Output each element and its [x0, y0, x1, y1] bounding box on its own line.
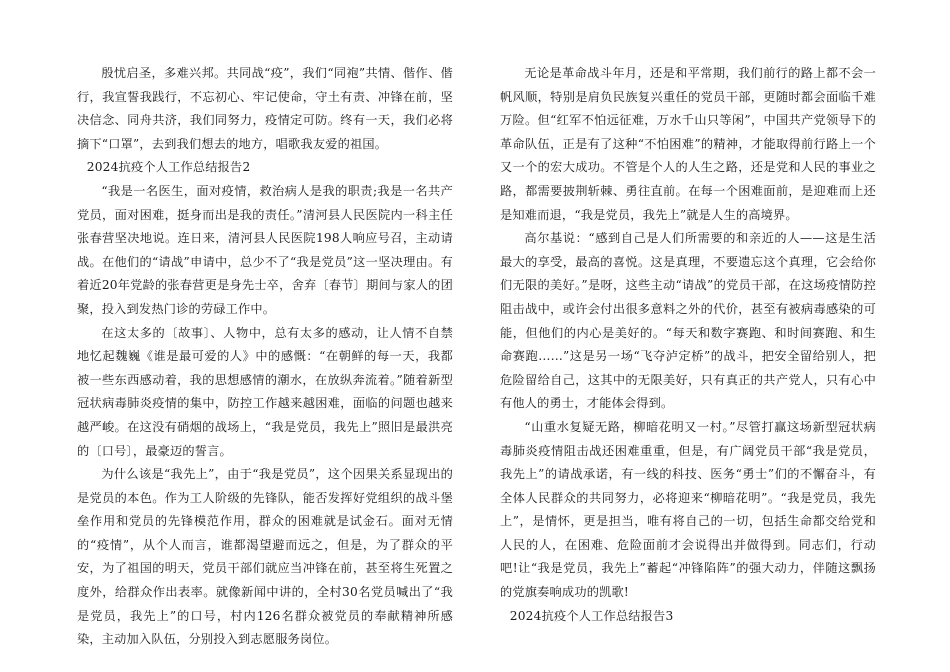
paragraph: 无论是革命战斗年月，还是和平常期，我们前行的路上都不会一帆风顺，特别是肩负民族复兴重任的党员干部，更随时都会面临千难万险。但“红军不怕远征难，万水千山只等闲”，中国共产党领导下的革命队伍，正是有了这种“不怕困难”的精神，才能取得前行路上一个又一个的宏大成功。不管是个人的人生之路，还是党和人民的事业之路，都需要披荆斩棘、勇往直前。在每一个困难面前，是迎难而上还是知难而退，“我是党员，我先上”就是人生的高境界。	[500, 66, 876, 222]
paragraph: 为什么该是“我先上”，由于“我是党员”，这个因果关系显现出的是党员的本色。作为工人阶级的先锋队，能否发挥好党组织的战斗堡垒作用和党员的先锋模范作用，群众的困难就是试金石。面对无情的“疫情”，从个人而言，谁都渴望避而远之，但是，为了群众的平安，为了祖国的明天，党员干部们就应当冲锋在前，甚至将生死置之度外，给群众作出表率。就像新闻中讲的，全村30名党员喊出了“我是党员，我先上”的口号，村内126名群众被党员的奉献精神所感染，主动加入队伍，分别投入到志愿服务岗位。	[77, 467, 453, 647]
paragraph: 在这太多的〔故事〕、人物中，总有太多的感动，让人情不自禁地忆起魏巍《谁是最可爱的人》中的感慨：“在朝鲜的每一天，我都被一些东西感动着，我的思想感情的潮水，在放纵奔流着。”随着新型冠状病毒肺炎疫情的集中，防控工作越来越困难，面临的问题也越来越严峻。在这没有硝烟的战场上，“我是党员，我先上”照旧是最洪亮的〔口号〕，最豪迈的誓言。	[77, 325, 453, 458]
section-heading: 2024抗疫个人工作总结报告2	[86, 160, 251, 175]
left-column	[77, 62, 453, 652]
right-column	[500, 62, 876, 628]
paragraph: 高尔基说：“感到自己是人们所需要的和亲近的人——这是生活最大的享受，最高的喜悦。这是真理，不要遗忘这个真理，它会给你们无限的美好。”是呀，这些主动“请战”的党员干部，在这场疫情防控阻击战中，或许会付出很多意料之外的代价，甚至有被病毒感染的可能，但他们的内心是美好的。“每天和数字赛跑、和时间赛跑、和生命赛跑……”这是另一场“飞夺泸定桥”的战斗，把安全留给别人，把危险留给自己，这其中的无限美好，只有真正的共产党人，只有心中有他人的勇士，才能体会得到。	[500, 231, 876, 411]
paragraph: “我是一名医生，面对疫情，救治病人是我的职责;我是一名共产党员，面对困难，挺身而出是我的责任。”清河县人民医院内一科主任张春营坚决地说。连日来，清河县人民医院198人响应号召，主动请战。在他们的“请战”申请中，总少不了“我是党员”这一坚决理由。有着近20年党龄的张春营更是身先士卒，舍弃〔春节〕期间与家人的团聚，投入到发热门诊的劳碌工作中。	[77, 183, 453, 316]
paragraph: 殷忧启圣，多难兴邦。共同战“疫”，我们“同袍”共情、偕作、偕行，我宣誓我践行，不忘初心、牢记使命，守土有责、冲锋在前，坚决信念、同舟共济，我们同努力，疫情定可防。终有一天，我们必将摘下“口罩”，去到我们想去的地方，唱歌我友爱的祖国。	[77, 66, 453, 151]
section-heading: 2024抗疫个人工作总结报告3	[509, 608, 674, 623]
paragraph: “山重水复疑无路，柳暗花明又一村。”尽管打赢这场新型冠状病毒肺炎疫情阻击战还困难重重，但是，有广阔党员干部“我是党员，我先上”的请战承诺，有一线的科技、医务“勇士”们的不懈奋斗，有全体人民群众的共同努力，必将迎来“柳暗花明”。“我是党员，我先上”，是情怀，更是担当，唯有将自己的一切，包括生命都交给党和人民的人，在困难、危险面前才会说得出并做得到。同志们，行动吧!让“我是党员，我先上”蓄起“冲锋陷阵”的强大动力，伴随这飘扬的党旗奏响成功的凯歌!	[500, 419, 876, 600]
